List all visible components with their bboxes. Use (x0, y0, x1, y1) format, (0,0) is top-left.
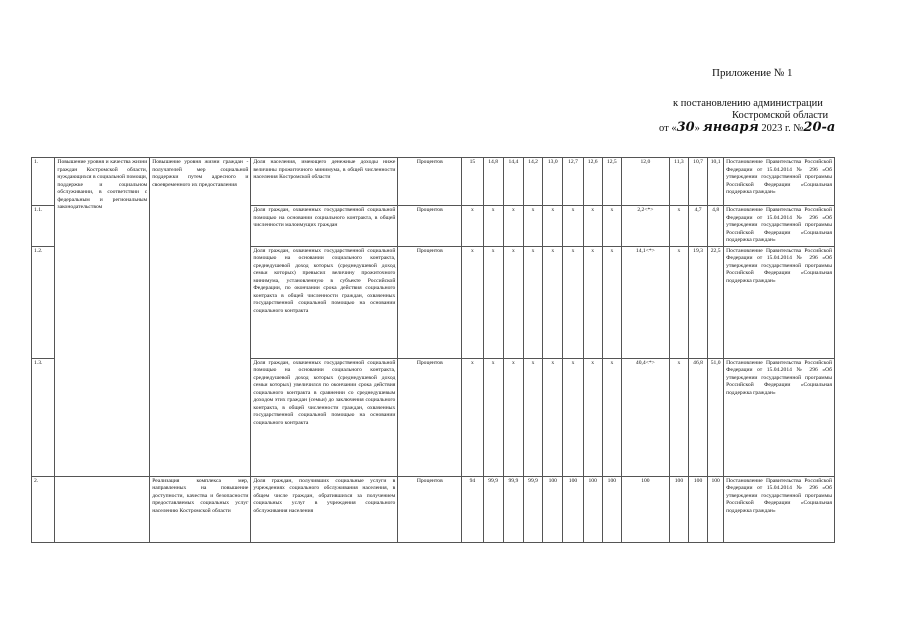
value-cell: 99,9 (483, 476, 503, 542)
value-cell: х (483, 358, 503, 476)
unit-cell: Процентов (398, 358, 462, 476)
value-cell: 100 (669, 476, 688, 542)
value-cell: х (543, 246, 563, 358)
value-cell: х (563, 206, 583, 247)
value-cell: 100 (543, 476, 563, 542)
appendix-title: Приложение № 1 (712, 67, 793, 79)
source-cell: Постановление Правительства Российской Федерации от 15.04.2014 № 296 «Об утверждении государственной программы Российской Федерации «Социальная поддержка граждан» (724, 158, 835, 206)
value-cell: 51,0 (708, 358, 724, 476)
table-row (32, 476, 835, 542)
value-cell: х (503, 246, 523, 358)
value-cell: 11,3 (669, 158, 688, 206)
value-cell: 100 (708, 476, 724, 542)
indicator-text: Доля граждан, охваченных государственной социальной помощью на основании социального контракта, среднедушевой доход которых (среднедушевой доход семьи которых) превысил величину прожиточного минимума, установленную в субъекте Российской Федерации, по окончании срока действия социального контракта в общей численности граждан, охваченных государственной социальной помощью на основании социального контракта (251, 246, 398, 358)
value-cell: х (583, 206, 602, 247)
value-cell: х (523, 246, 542, 358)
value-cell: 100 (689, 476, 708, 542)
value-cell: 10,1 (708, 158, 724, 206)
value-cell: х (602, 206, 621, 247)
value-cell: 4,8 (708, 206, 724, 247)
date-number: 20-а (803, 120, 836, 135)
value-cell: 12,6 (583, 158, 602, 206)
value-cell: х (523, 358, 542, 476)
value-cell: 46,8 (689, 358, 708, 476)
value-cell: 14,1<*> (621, 246, 669, 358)
value-cell: 12,7 (563, 158, 583, 206)
value-cell: 14,2 (523, 158, 542, 206)
value-cell: 100 (563, 476, 583, 542)
value-cell: х (462, 358, 483, 476)
value-cell: 2,2<*> (621, 206, 669, 247)
value-cell: х (543, 358, 563, 476)
value-cell: 10,7 (689, 158, 708, 206)
region-name: Костромской области (732, 110, 829, 121)
value-cell: х (563, 358, 583, 476)
value-cell: 99,9 (523, 476, 542, 542)
decree-reference: к постановлению администрации (673, 98, 823, 109)
date-prefix: от « (659, 123, 677, 134)
value-cell: 15 (462, 158, 483, 206)
value-cell: х (462, 246, 483, 358)
task-text: Повышение уровня жизни граждан - получателей мер социальной поддержки путем адресного и своевременного их предоставления (150, 158, 251, 477)
value-cell: 14,4 (503, 158, 523, 206)
indicator-text: Доля граждан, охваченных государственной социальной помощью на основании социального контракта, среднедушевой доход которых (среднедушевой доход семьи которых) увеличился по окончании срока действия социального контракта в сравнении со среднедушевым доходом этих граждан (семьи) до заключения социального контракта, в общей численности граждан, охваченных государственной социальной помощью на основании социального контракта (251, 358, 398, 476)
goal-number: 1. (32, 158, 55, 206)
unit-cell: Процентов (398, 206, 462, 247)
value-cell: 12,0 (621, 158, 669, 206)
value-cell: 12,5 (602, 158, 621, 206)
value-cell: х (503, 206, 523, 247)
value-cell: х (483, 246, 503, 358)
row-number: 2. (32, 476, 55, 542)
source-cell: Постановление Правительства Российской Федерации от 15.04.2014 № 296 «Об утверждении государственной программы Российской Федерации «Социальная поддержка граждан» (724, 246, 835, 358)
date-mid: » (694, 123, 700, 134)
value-cell: 100 (583, 476, 602, 542)
indicators-table (31, 157, 835, 543)
value-cell: 14,8 (483, 158, 503, 206)
indicator-text: Доля граждан, получивших социальные услуги в учреждениях социального обслуживания населения, в общем числе граждан, обратившихся за получением социальных услуг в учреждения социального обслуживания населения (251, 476, 398, 542)
task-text: Реализация комплекса мер, направленных на повышение доступности, качества и безопасности предоставляемых социальных услуг населению Костромской области (150, 476, 251, 542)
value-cell: 94 (462, 476, 483, 542)
value-cell: х (563, 246, 583, 358)
value-cell: 4,7 (689, 206, 708, 247)
value-cell: х (602, 358, 621, 476)
empty-goal-cell (55, 476, 150, 542)
value-cell: 19,3 (689, 246, 708, 358)
value-cell: х (669, 246, 688, 358)
value-cell: 22,5 (708, 246, 724, 358)
date-day: 30 (676, 120, 695, 135)
value-cell: 13,0 (543, 158, 563, 206)
value-cell: х (503, 358, 523, 476)
unit-cell: Процентов (398, 246, 462, 358)
unit-cell: Процентов (398, 476, 462, 542)
decree-date-line (659, 121, 835, 135)
value-cell: 40,4<*> (621, 358, 669, 476)
indicator-text: Доля граждан, охваченных государственной социальной помощью на основании социального контракта, в общей численности малоимущих граждан (251, 206, 398, 247)
value-cell: х (462, 206, 483, 247)
date-month: января (702, 120, 759, 135)
row-number: 1.3. (32, 358, 55, 476)
value-cell: х (669, 206, 688, 247)
row-number: 1.1. (32, 206, 55, 247)
value-cell: 100 (602, 476, 621, 542)
source-cell: Постановление Правительства Российской Федерации от 15.04.2014 № 296 «Об утверждении государственной программы Российской Федерации «Социальная поддержка граждан» (724, 206, 835, 247)
value-cell: х (583, 246, 602, 358)
value-cell: х (583, 358, 602, 476)
goal-text: Повышение уровня и качества жизни граждан Костромской области, нуждающихся в социальной помощи, поддержке и социальном обслуживании, в соответствии с федеральным и региональным законодательством (55, 158, 150, 477)
value-cell: х (523, 206, 542, 247)
unit-cell: Процентов (398, 158, 462, 206)
row-number: 1.2. (32, 246, 55, 358)
value-cell: 99,9 (503, 476, 523, 542)
value-cell: х (669, 358, 688, 476)
value-cell: х (483, 206, 503, 247)
source-cell: Постановление Правительства Российской Федерации от 15.04.2014 № 296 «Об утверждении государственной программы Российской Федерации «Социальная поддержка граждан» (724, 358, 835, 476)
table-row (32, 158, 835, 206)
value-cell: х (543, 206, 563, 247)
date-year: 2023 г. № (761, 123, 804, 134)
indicator-text: Доля населения, имеющего денежные доходы ниже величины прожиточного минимума, в общей численности населения Костромской области (251, 158, 398, 206)
source-cell: Постановление Правительства Российской Федерации от 15.04.2014 № 296 «Об утверждении государственной программы Российской Федерации «Социальная поддержка граждан» (724, 476, 835, 542)
value-cell: 100 (621, 476, 669, 542)
value-cell: х (602, 246, 621, 358)
